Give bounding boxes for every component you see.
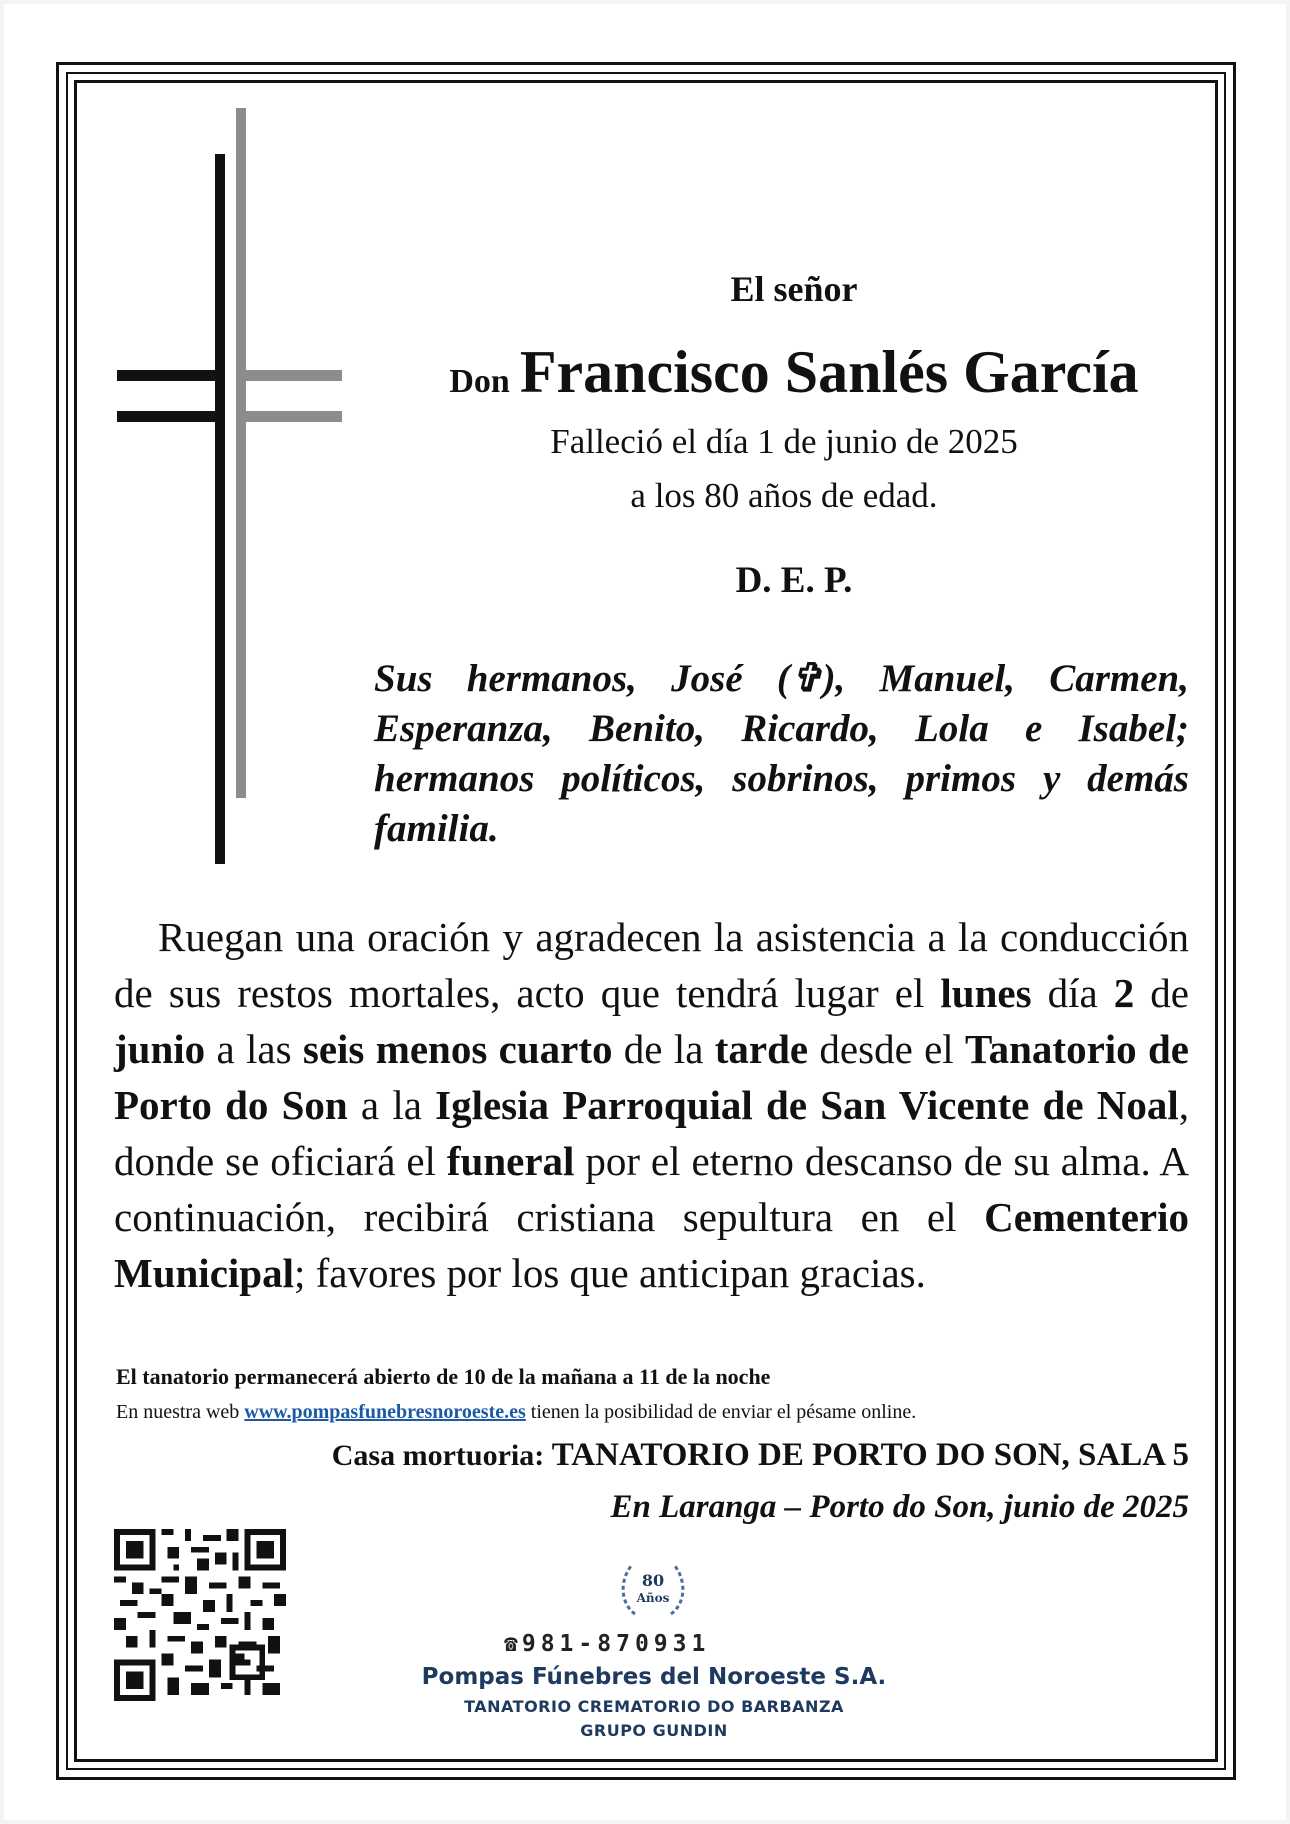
cross-icon xyxy=(112,108,352,868)
family-list xyxy=(374,654,1189,854)
salutation: El señor xyxy=(730,269,858,309)
announcement-body xyxy=(114,909,1189,1301)
body-text: ; favores por los que anticipan gracias. xyxy=(293,1250,926,1296)
body-bold: Tanatorio de Porto do Son xyxy=(114,1026,1189,1128)
website-line xyxy=(116,1401,1196,1424)
body-text: a la xyxy=(347,1082,436,1128)
deceased-name xyxy=(364,338,1224,407)
company-subtitle: TANATORIO CREMATORIO DO BARBANZA xyxy=(464,1697,844,1716)
badge-number: 80 xyxy=(641,1571,665,1590)
body-text: , donde se oficiará el xyxy=(114,1082,1189,1184)
deceased-cross-icon: ✞ xyxy=(789,657,823,700)
body-text: de xyxy=(1134,970,1189,1016)
website-suffix: tienen la posibilidad de enviar el pésame online. xyxy=(525,1401,917,1423)
anniversary-badge-icon xyxy=(613,1552,693,1624)
phone-icon: ☎ xyxy=(504,1631,518,1657)
body-bold: lunes xyxy=(940,970,1032,1016)
body-text: desde el xyxy=(808,1026,966,1072)
badge-text: Años xyxy=(636,1591,670,1605)
place-date: En Laranga – Porto do Son, junio de 2025 xyxy=(610,1489,1189,1525)
body-bold: Cementerio Municipal xyxy=(114,1194,1189,1296)
funeral-home xyxy=(184,1437,1189,1474)
body-text: de la xyxy=(612,1026,715,1072)
body-bold: seis menos cuarto xyxy=(302,1026,613,1072)
body-bold: Iglesia Parroquial de San Vicente de Noal xyxy=(435,1082,1179,1128)
website-prefix: En nuestra web xyxy=(116,1401,245,1423)
body-text: por el eterno descanso de su alma. A continuación, recibirá cristiana sepultura en el xyxy=(114,1138,1189,1240)
website-link[interactable]: www.pompasfunebresnoroeste.es xyxy=(244,1401,526,1423)
body-bold: funeral xyxy=(446,1138,575,1184)
body-bold: junio xyxy=(114,1026,206,1072)
body-text: Ruegan una oración y agradecen la asistencia a la conducción de sus restos mortales, acto que tendrá lugar el xyxy=(114,914,1189,1016)
body-text: día xyxy=(1031,970,1114,1016)
funeral-home-label: Casa mortuoria: xyxy=(331,1439,552,1472)
funeral-home-value: TANATORIO DE PORTO DO SON, SALA 5 xyxy=(551,1437,1189,1473)
obituary-page xyxy=(4,4,1286,1820)
rip-text: D. E. P. xyxy=(735,560,853,601)
family-text-a: Sus hermanos, José ( xyxy=(374,657,790,700)
body-text: a las xyxy=(205,1026,303,1072)
qr-code-icon[interactable] xyxy=(114,1529,286,1701)
company-name: Pompas Fúnebres del Noroeste S.A. xyxy=(421,1664,887,1690)
opening-hours: El tanatorio permanecerá abierto de 10 de la mañana a 11 de la noche xyxy=(116,1364,771,1389)
age: a los 80 años de edad. xyxy=(630,476,938,515)
phone-value: 981-870931 xyxy=(521,1631,711,1657)
honorific: Don xyxy=(449,363,510,400)
company-group: GRUPO GUNDIN xyxy=(580,1721,728,1740)
death-date: Falleció el día 1 de junio de 2025 xyxy=(550,422,1018,461)
full-name: Francisco Sanlés García xyxy=(519,339,1139,405)
family-text-b: ), Manuel, Carmen, Esperanza, Benito, Ricardo, Lola e Isabel; hermanos políticos, sobrinos, primos y demás familia. xyxy=(374,657,1189,850)
phone-number xyxy=(504,1631,794,1657)
body-bold: tarde xyxy=(714,1026,809,1072)
body-bold: 2 xyxy=(1113,970,1135,1016)
